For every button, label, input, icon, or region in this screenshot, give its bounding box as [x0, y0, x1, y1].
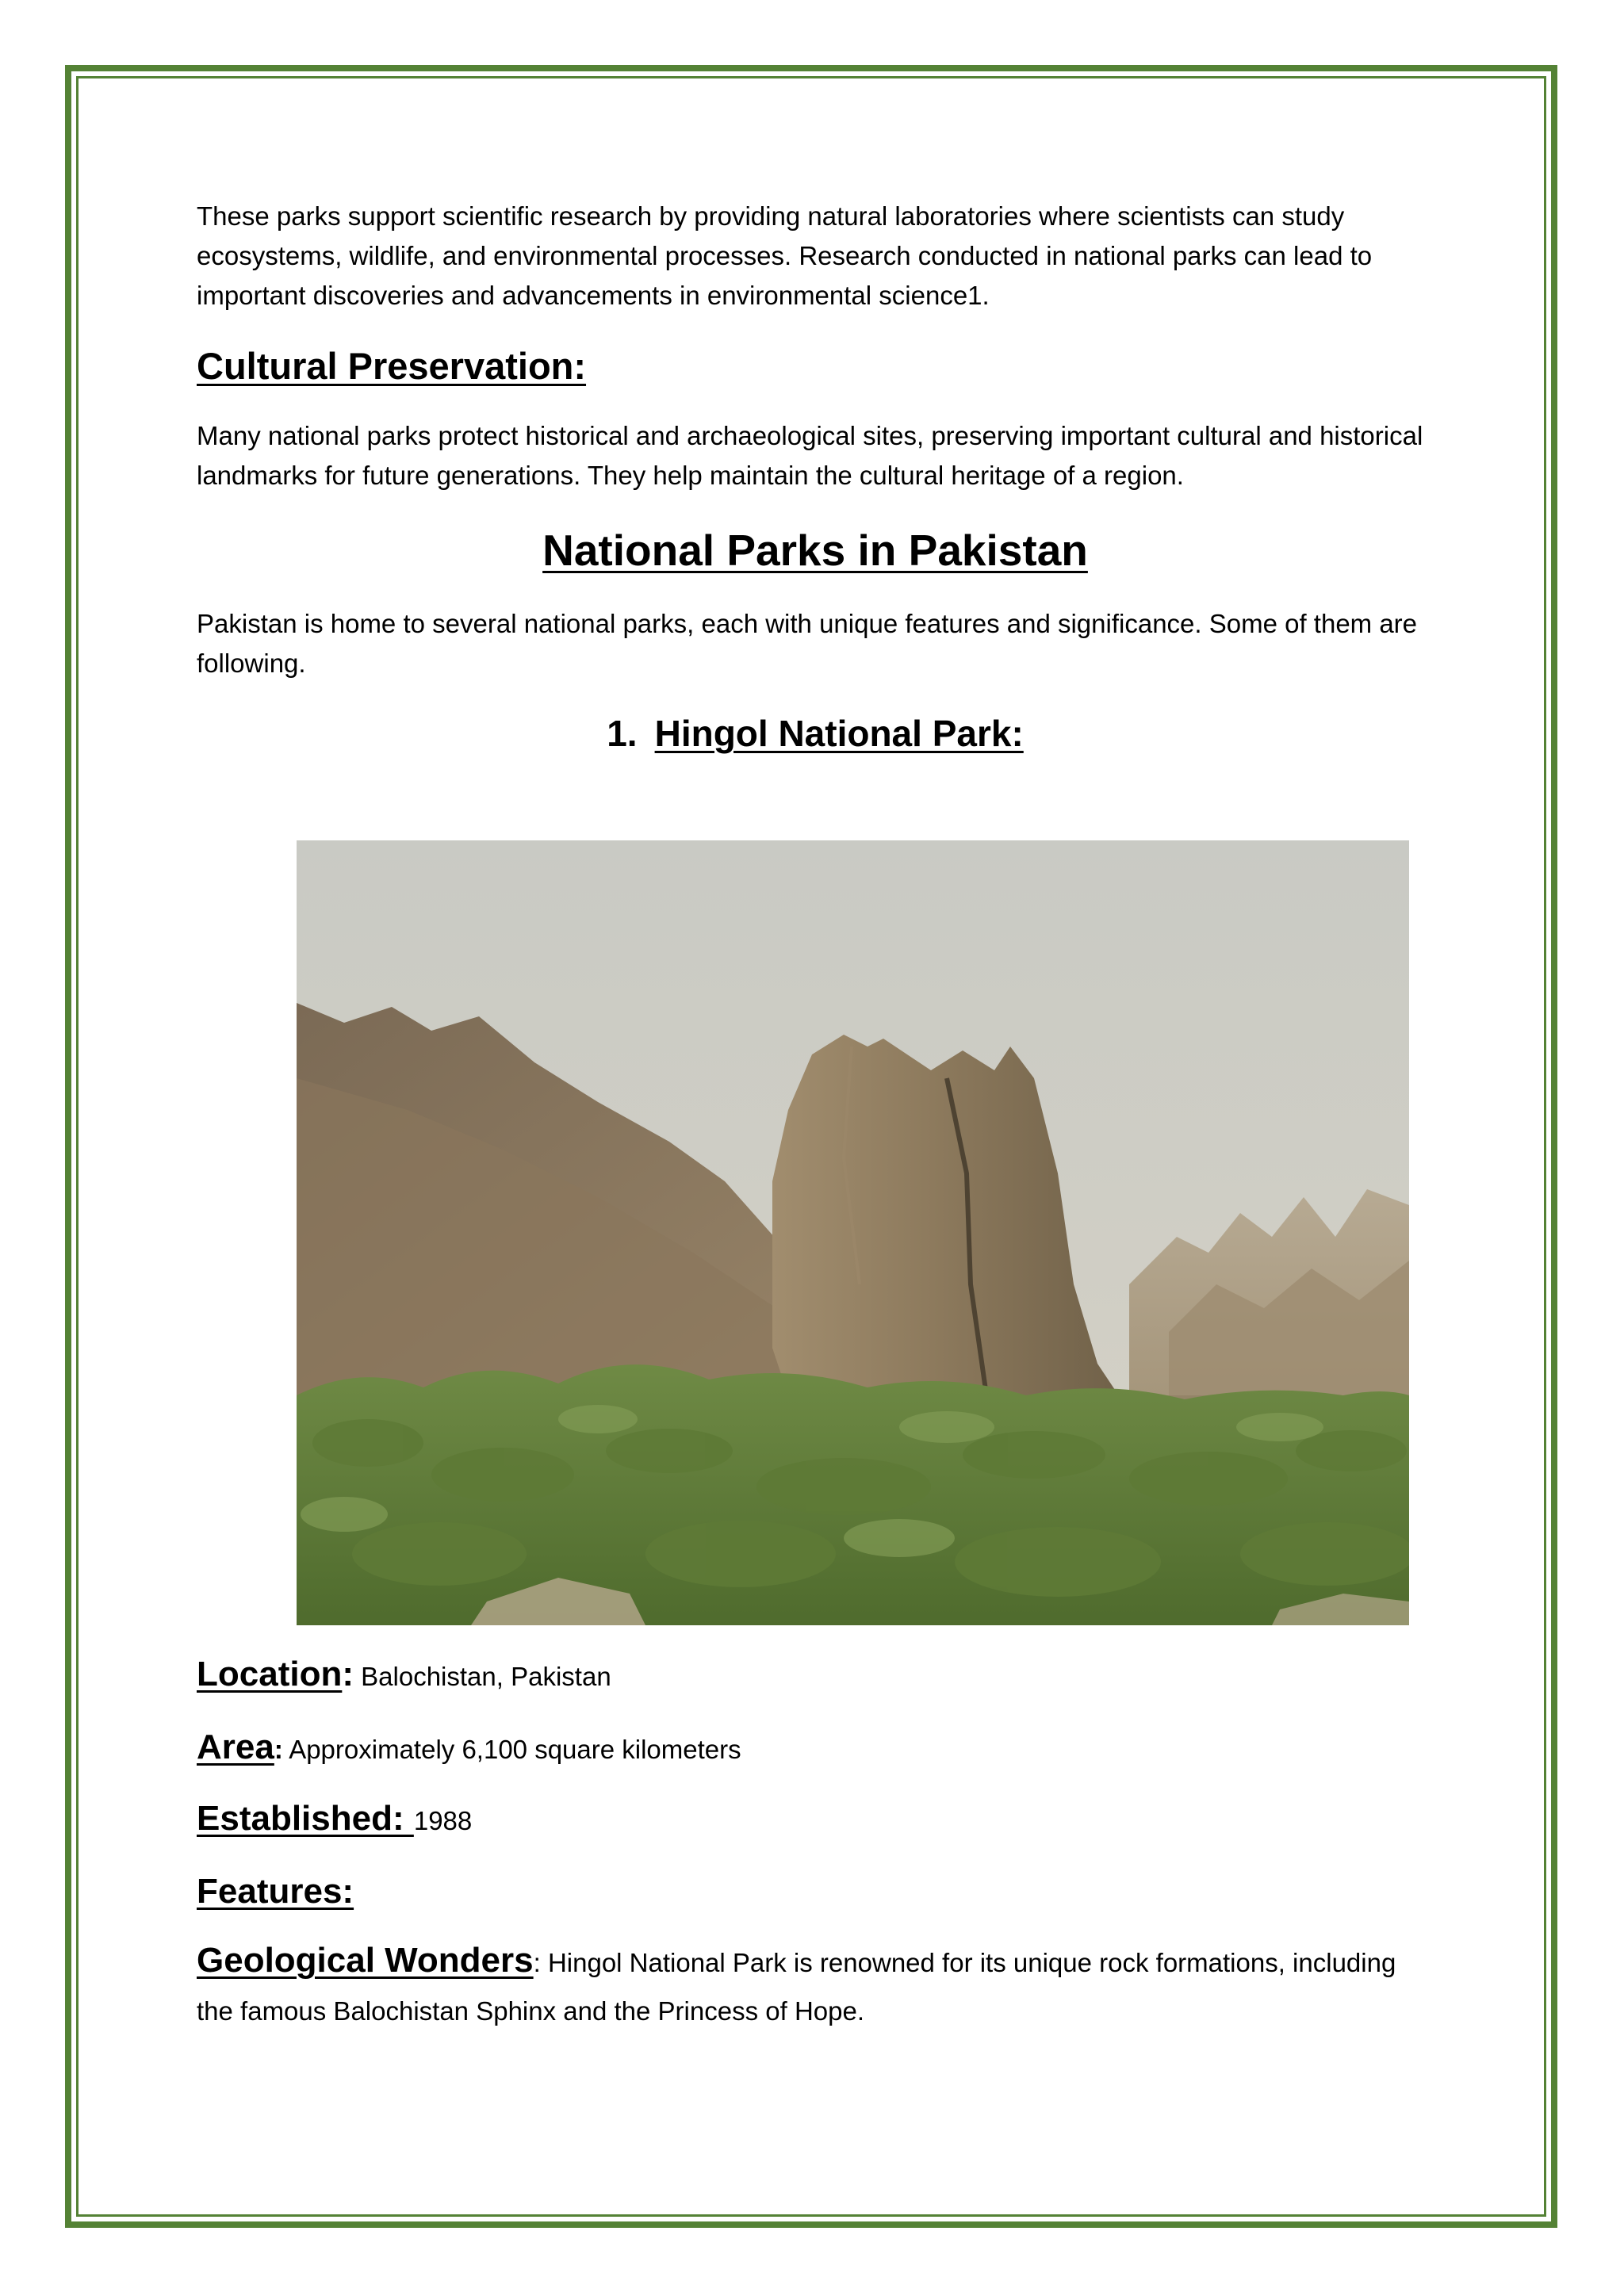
area-label: Area: [197, 1728, 274, 1766]
area-value: Approximately 6,100 square kilometers: [282, 1735, 741, 1764]
location-colon: :: [342, 1655, 354, 1693]
area-field: [197, 1724, 741, 1779]
geological-wonders-field: [197, 1939, 1434, 2038]
features-label: Features:: [197, 1872, 354, 1911]
established-value: 1988: [413, 1806, 473, 1835]
location-label: Location: [197, 1655, 343, 1693]
location-field: [197, 1651, 611, 1706]
park-heading: [197, 708, 1434, 759]
park-number: 1.: [607, 713, 638, 754]
geological-wonders-value: : Hingol National Park is renowned for its unique rock formations, including the famous Balochistan Sphinx and the Princess of Hope.: [197, 1948, 1396, 2026]
hingol-park-photo: [297, 840, 1409, 1625]
geological-wonders-label: Geological Wonders: [197, 1941, 534, 1980]
intro-paragraph: These parks support scientific research by providing natural laboratories where scientists can study ecosystems, wildlife, and environmental processes. Research conducted in national parks can lead to important discoveries and advancements in environmental science1.: [197, 201, 1373, 310]
features-heading: [197, 1868, 354, 1923]
location-value: Balochistan, Pakistan: [353, 1662, 611, 1691]
section-heading: National Parks in Pakistan: [542, 526, 1088, 575]
park-name: Hingol National Park:: [654, 713, 1024, 754]
area-colon: :: [274, 1735, 283, 1764]
section-intro: Pakistan is home to several national parks, each with unique features and significance. Some of them are following.: [197, 609, 1418, 678]
cultural-preservation-heading: Cultural Preservation:: [197, 345, 587, 387]
cultural-preservation-body: Many national parks protect historical and archaeological sites, preserving important cultural and historical landmarks for future generations. They help maintain the cultural heritage of a region.: [197, 421, 1423, 490]
established-label: Established:: [197, 1799, 414, 1838]
established-field: [197, 1795, 472, 1850]
